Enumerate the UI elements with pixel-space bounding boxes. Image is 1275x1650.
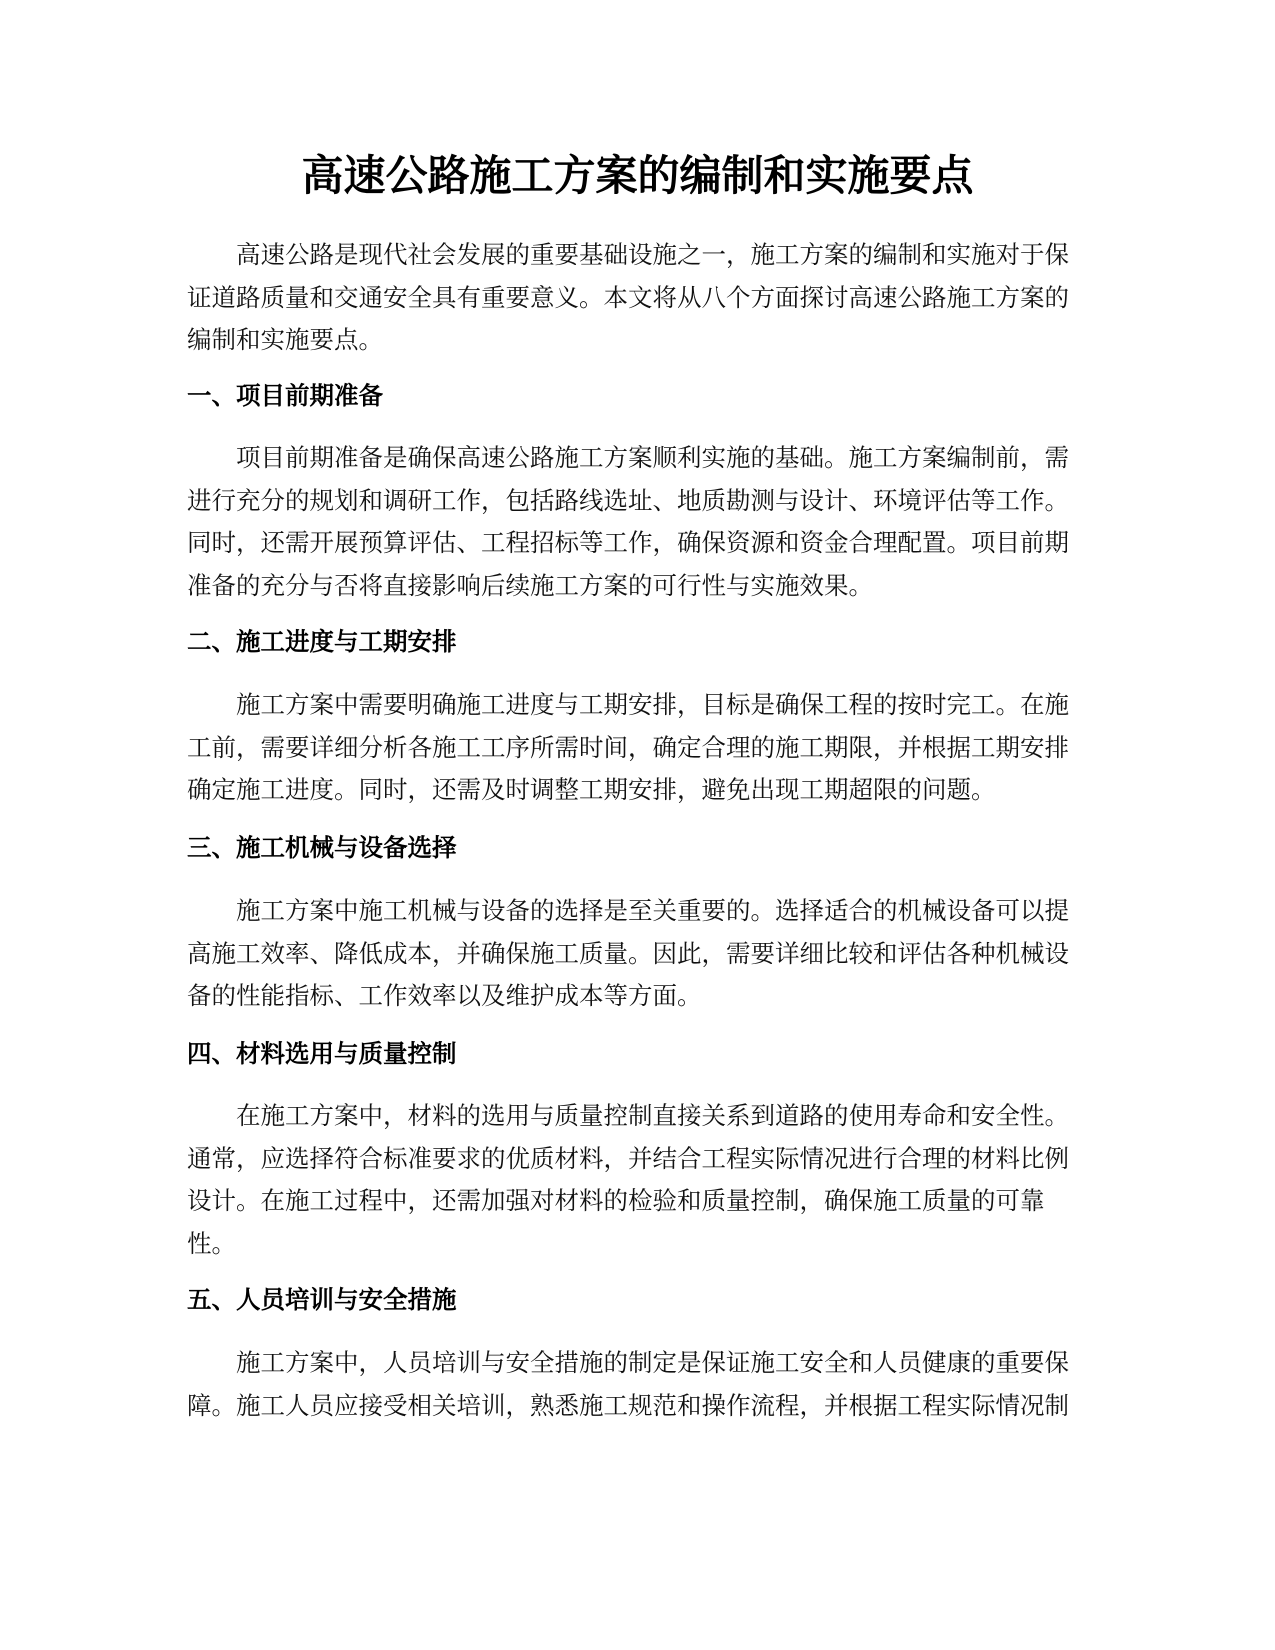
section-heading-5: 五、人员培训与安全措施 [187, 1285, 457, 1314]
section-heading-1: 一、项目前期准备 [187, 381, 383, 410]
section-body-4: 在施工方案中，材料的选用与质量控制直接关系到道路的使用寿命和安全性。通常，应选择符合标准要求的优质材料，并结合工程实际情况进行合理的材料比例设计。在施工过程中，还需加强对材料的检验和质量控制，确保施工质量的可靠性。 [187, 1101, 1069, 1258]
section-body-2: 施工方案中需要明确施工进度与工期安排，目标是确保工程的按时完工。在施工前，需要详细分析各施工工序所需时间，确定合理的施工期限，并根据工期安排确定施工进度。同时，还需及时调整工期安排，避免出现工期超限的问题。 [187, 690, 1069, 804]
section-heading-2: 二、施工进度与工期安排 [187, 627, 457, 656]
section-heading-4: 四、材料选用与质量控制 [187, 1039, 457, 1068]
intro-paragraph: 高速公路是现代社会发展的重要基础设施之一，施工方案的编制和实施对于保证道路质量和交通安全具有重要意义。本文将从八个方面探讨高速公路施工方案的编制和实施要点。 [187, 240, 1069, 354]
document-title: 高速公路施工方案的编制和实施要点 [301, 151, 974, 200]
section-body-5: 施工方案中，人员培训与安全措施的制定是保证施工安全和人员健康的重要保障。施工人员应接受相关培训，熟悉施工规范和操作流程，并根据工程实际情况制 [187, 1348, 1069, 1420]
section-body-1: 项目前期准备是确保高速公路施工方案顺利实施的基础。施工方案编制前，需进行充分的规划和调研工作，包括路线选址、地质勘测与设计、环境评估等工作。同时，还需开展预算评估、工程招标等工作，确保资源和资金合理配置。项目前期准备的充分与否将直接影响后续施工方案的可行性与实施效果。 [187, 443, 1069, 600]
section-body-3: 施工方案中施工机械与设备的选择是至关重要的。选择适合的机械设备可以提高施工效率、降低成本，并确保施工质量。因此，需要详细比较和评估各种机械设备的性能指标、工作效率以及维护成本等方面。 [187, 896, 1069, 1010]
section-heading-3: 三、施工机械与设备选择 [187, 833, 457, 862]
